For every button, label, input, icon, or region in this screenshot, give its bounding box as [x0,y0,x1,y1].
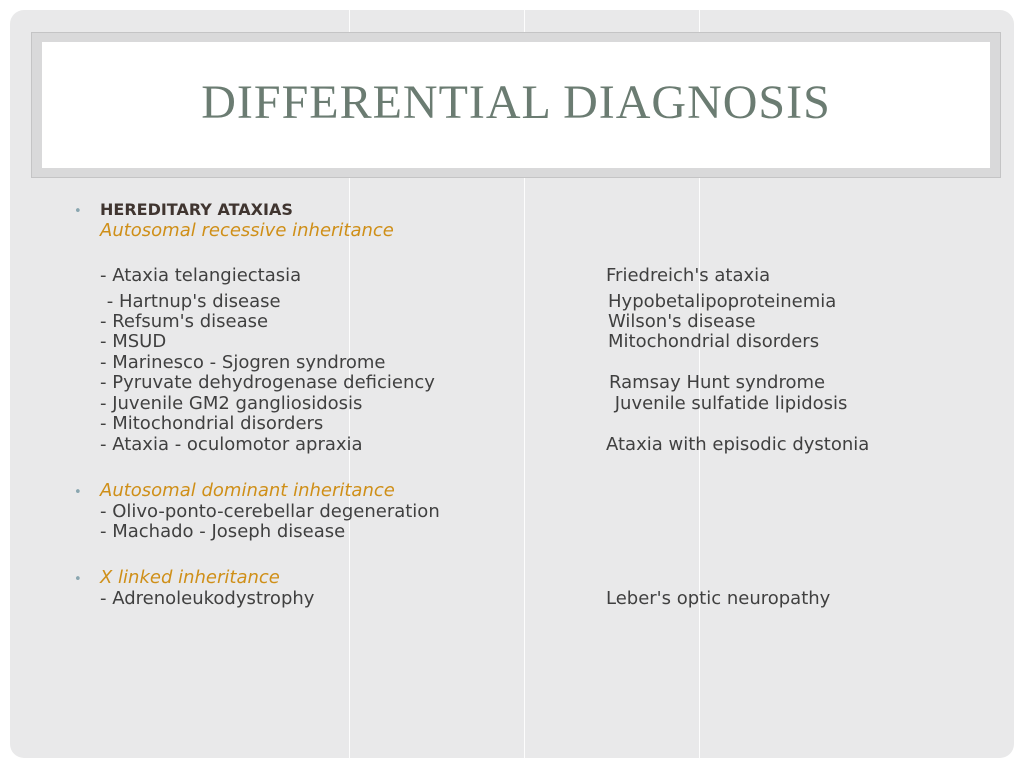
right-list-item: Mitochondrial disorders [608,331,820,352]
list-item: - Adrenoleukodystrophy [100,588,315,609]
subheading-recessive: Autosomal recessive inheritance [100,220,394,241]
section-heading-hereditary: HEREDITARY ATAXIAS [100,200,293,219]
slide-title: DIFFERENTIAL DIAGNOSIS [201,75,831,129]
left-list-item: - Ataxia - oculomotor apraxia [100,434,363,455]
right-list-item: Hypobetalipoproteinemia [608,291,837,312]
right-list-item: Ataxia with episodic dystonia [606,434,870,455]
left-list-item: - Marinesco - Sjogren syndrome [100,352,386,373]
right-list-item: Juvenile sulfatide lipidosis [609,393,848,414]
bullet-dot: • [74,572,82,587]
left-list-item: - Hartnup's disease [101,291,281,312]
bullet-dot: • [74,485,82,500]
right-list-item: Friedreich's ataxia [606,265,771,286]
subheading-xlinked: X linked inheritance [100,567,280,588]
slide [10,10,1014,758]
left-list-item: - Pyruvate dehydrogenase deficiency [100,372,435,393]
left-list-item: - MSUD [100,331,167,352]
left-list-item: - Juvenile GM2 gangliosidosis [100,393,363,414]
slide-content [10,10,1014,758]
bullet-dot: • [74,204,82,219]
list-item: - Machado - Joseph disease [100,521,346,542]
right-list-item: Ramsay Hunt syndrome [609,372,826,393]
right-list-item: Wilson's disease [608,311,756,332]
left-list-item: - Mitochondrial disorders [100,413,324,434]
list-item: - Olivo-ponto-cerebellar degeneration [100,501,440,522]
right-list-item: Leber's optic neuropathy [606,588,831,609]
left-list-item: - Ataxia telangiectasia [100,265,302,286]
subheading-dominant: Autosomal dominant inheritance [100,480,395,501]
left-list-item: - Refsum's disease [100,311,269,332]
